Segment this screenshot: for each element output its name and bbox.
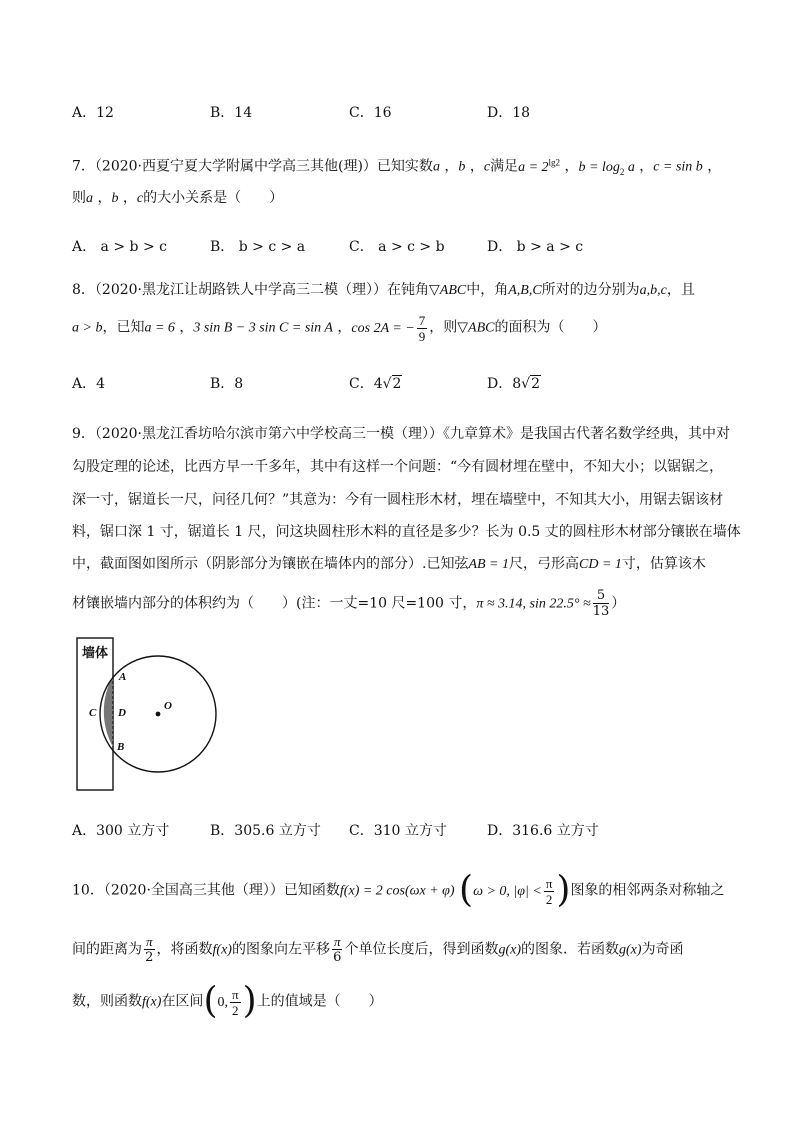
q8-triangle: ▽ABC <box>429 283 467 298</box>
q7-var-a2: a <box>86 191 93 206</box>
q9-option-a: A．300 立方寸 <box>72 823 170 839</box>
q8-option-b: B．8 <box>210 376 244 392</box>
q9-option-d: D．316.6 立方寸 <box>487 823 599 839</box>
q9-line-6: 材镶嵌墙内部分的体积约为（ ）(注：一丈=10 尺=100 寸，π ≈ 3.14, sin 22.5° ≈ $\frac{5}{13}$ ） <box>72 588 626 619</box>
q8-stem-6: 的面积为（ ） <box>494 319 607 336</box>
q7-option-c: C． a > c > b <box>349 239 445 255</box>
q7-option-d: D． b > a > c <box>487 239 584 255</box>
q7-var-a: a <box>432 159 440 175</box>
q8-option-c: C．4√2 <box>349 376 402 392</box>
q6-option-d: D．18 <box>487 105 531 121</box>
q8-stem-3: 所对的边分别为 <box>541 282 640 298</box>
q7-line-1: 7．（2020·西夏宁夏大学附属中学高三其他(理)）已知实数a ，b ，c满足$a = 2^{lg2}$ ，$b = \log_2 a$ ，c = sin b ， <box>72 157 722 177</box>
q6-option-c: C．16 <box>349 105 392 121</box>
label-a: A <box>119 671 127 683</box>
q8-cond-1: a > b <box>72 320 103 336</box>
q9-option-b: B．305.6 立方寸 <box>210 823 321 839</box>
q7-option-a: A． a > b > c <box>72 239 167 255</box>
q8-stem-2: 中，角 <box>466 282 509 298</box>
q7-var-c2: c <box>136 191 144 206</box>
q7-line2-pre: 则 <box>72 190 86 206</box>
q10-number: 10． <box>72 882 104 899</box>
q7-number: 7． <box>72 158 95 175</box>
wall-label: 墙体 <box>82 646 109 661</box>
center-point <box>156 712 161 717</box>
q9-line-5: 中，截面图如图所示（阴影部分为镶嵌在墙体内的部分）.已知弦AB = 1尺，弓形高CD = 1寸，估算该木 <box>72 556 706 572</box>
q10-line-2: 间的距离为 $\frac{\pi}{2}$ ，将函数f(x)的图象向左平移 $\frac{\pi}{6}$ 个单位长度后，得到函数g(x)的图象．若函数g(x)为奇函 <box>72 934 684 965</box>
label-d: D <box>118 707 126 719</box>
q8-sides: a,b,c <box>639 283 667 298</box>
q10-interval: 0, $\frac{\pi}{2}$ <box>217 987 239 1018</box>
q7-source: （2020·西夏宁夏大学附属中学高三其他(理)） <box>94 158 377 175</box>
q9-line-3: 深一寸，锯道长一尺，问径几何？”其意为：今有一圆柱形木材，埋在墙壁中，不知其大小，用锯去锯该材 <box>72 492 724 508</box>
q9-option-c: C．310 立方寸 <box>349 823 447 839</box>
q8-cond-3: 3 sin B − 3 sin C = sin A <box>193 320 333 336</box>
q8-cond-2: a = 6 <box>144 320 175 336</box>
label-o: O <box>164 700 172 712</box>
q7-cond-word: 满足 <box>490 158 519 175</box>
q8-option-a: A．4 <box>72 376 106 392</box>
q8-stem-5: ，则 <box>429 319 458 336</box>
q10-function: f(x) = 2 cos(ωx + φ) <box>339 883 455 899</box>
q7-cond-a: $a = 2^{lg2}$ <box>518 157 561 175</box>
q8-line-2: a > b，已知a = 6 ，3 sin B − 3 sin C = sin A ，cos 2A = − $\frac{7}{9}$ ，则▽ABC的面积为（ ） <box>72 313 607 344</box>
q10-line-3: 数，则函数f(x)在区间(0, $\frac{\pi}{2}$ )上的值域是（ ） <box>72 980 383 1022</box>
q6-option-b: B．14 <box>210 105 253 121</box>
q8-option-d: D．8√2 <box>487 376 540 392</box>
q9-line-2: 勾股定理的论述，比西方早一千多年，其中有这样一个问题：“今有圆材埋在壁中，不知大小；以锯锯之， <box>72 459 724 475</box>
q6-option-a: A．12 <box>72 105 114 121</box>
q9-figure <box>76 636 221 796</box>
q10-condition: ω > 0, |φ| < $\frac{\pi}{2}$ <box>473 876 553 907</box>
q8-number: 8． <box>72 282 95 298</box>
label-c: C <box>89 707 97 719</box>
q10-source: （2020·全国高三其他（理）） <box>103 882 284 899</box>
q7-var-c: c <box>483 159 491 175</box>
q8-line-1 <box>72 280 695 301</box>
q9-line-1 <box>72 424 730 444</box>
q8-mid-1: ，已知 <box>102 319 145 336</box>
q7-line2-post: 的大小关系是（ ） <box>143 190 284 206</box>
q7-line-2: 则a ，b ，c的大小关系是（ ） <box>72 190 284 206</box>
q8-triangle-2: ▽ABC <box>457 320 495 336</box>
q7-stem: 已知实数 <box>376 158 433 175</box>
q10-line-1: 10．（2020·全国高三其他（理））已知函数f(x) = 2 cos(ωx + φ) (ω > 0, |φ| < $\frac{\pi}{2}$ )图象的相邻两条对称轴之 <box>72 869 725 911</box>
q8-stem-4: ，且 <box>666 282 695 298</box>
q8-source: （2020·黑龙江让胡路铁人中学高三二模（理）） <box>94 282 387 298</box>
q7-var-b2: b <box>111 191 119 206</box>
q9-line-4: 料，锯口深 1 寸，锯道长 1 尺，问这块圆柱形木料的直径是多少？长为 0.5 丈的圆柱形木材部分镶嵌在墙体 <box>72 524 741 540</box>
q9-number: 9． <box>72 426 95 442</box>
q7-option-b: B． b > c > a <box>210 239 306 255</box>
q8-stem-1: 在钝角 <box>387 282 429 298</box>
q8-angles: A,B,C <box>508 283 542 298</box>
q9-text-1: （2020·黑龙江香坊哈尔滨市第六中学校高三一模（理））《九章算术》是我国古代著名数学经典，其中对 <box>94 426 730 442</box>
q7-cond-c: c = sin b <box>653 159 703 175</box>
q7-cond-b: $b = \log_2 a$ <box>578 159 635 177</box>
label-b: B <box>117 741 125 753</box>
q7-var-b: b <box>458 159 466 175</box>
q8-cond-4: cos 2A = − $\frac{7}{9}$ <box>351 313 426 344</box>
